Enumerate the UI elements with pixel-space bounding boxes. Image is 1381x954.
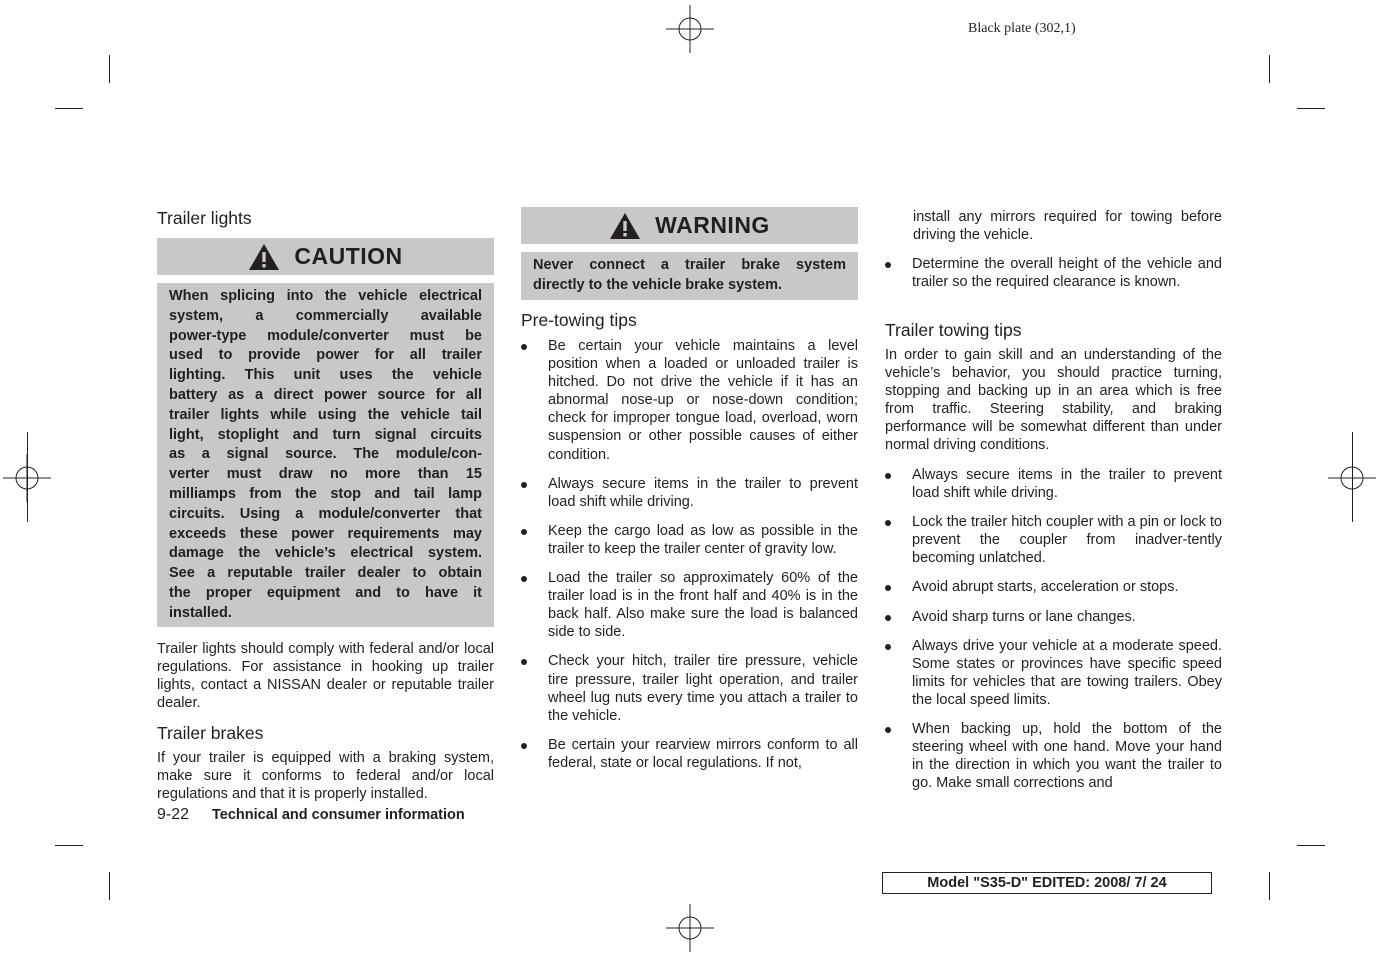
list-item-text: Be certain your rearview mirrors conform to all federal, state or local regulations. If not, bbox=[548, 736, 858, 771]
crop-mark bbox=[1352, 432, 1353, 522]
caution-title: CAUTION bbox=[294, 243, 403, 269]
warning-triangle-icon bbox=[609, 212, 641, 240]
caution-line: the proper equipment and to have it bbox=[169, 584, 482, 601]
registration-mark-bottom-icon bbox=[666, 904, 714, 952]
list-item bbox=[521, 522, 858, 558]
list-item-text: Always secure items in the trailer to prevent load shift while driving. bbox=[912, 467, 1222, 502]
list-item bbox=[521, 652, 858, 724]
caution-line: See a reputable trailer dealer to obtain bbox=[169, 565, 482, 582]
bullet-icon bbox=[521, 659, 527, 665]
towing-tips-list bbox=[885, 466, 1222, 803]
caution-body bbox=[157, 283, 494, 627]
crop-mark bbox=[55, 845, 83, 846]
heading-trailer-towing-tips: Trailer towing tips bbox=[885, 320, 1022, 340]
list-item bbox=[885, 720, 1222, 792]
heading-trailer-brakes: Trailer brakes bbox=[157, 723, 264, 743]
continued-text: install any mirrors required for towing before driving the vehicle. bbox=[913, 209, 1222, 244]
bullet-icon bbox=[885, 615, 891, 621]
crop-mark bbox=[109, 55, 110, 83]
list-item-text: Determine the overall height of the vehicle and trailer so the required clearance is known. bbox=[912, 256, 1222, 291]
caution-line: When splicing into the vehicle electrical bbox=[169, 288, 482, 304]
warning-body bbox=[521, 252, 858, 300]
bullet-icon bbox=[885, 644, 891, 650]
caution-line: battery as a direct power source for all bbox=[169, 386, 482, 403]
caution-line: circuits. Using a module/converter that bbox=[169, 505, 482, 522]
caution-line: system, a commercially available bbox=[169, 307, 482, 324]
list-item bbox=[885, 255, 1222, 291]
trailer-brakes-paragraph: If your trailer is equipped with a braking system, make sure it conforms to federal and/or local regulations and that it is properly installed. bbox=[157, 750, 494, 803]
warning-title: WARNING bbox=[655, 212, 770, 238]
caution-line: installed. bbox=[169, 604, 232, 621]
list-item bbox=[885, 608, 1222, 626]
caution-line: as a signal source. The module/con- bbox=[169, 446, 482, 463]
bullet-icon bbox=[885, 473, 891, 479]
crop-mark bbox=[55, 108, 83, 109]
heading-trailer-lights: Trailer lights bbox=[157, 208, 252, 228]
registration-mark-top-icon bbox=[666, 5, 714, 53]
list-item-text: Avoid sharp turns or lane changes. bbox=[912, 608, 1136, 625]
crop-mark bbox=[1297, 845, 1325, 846]
crop-mark bbox=[27, 432, 28, 522]
model-edited-box: Model "S35-D" EDITED: 2008/ 7/ 24 bbox=[882, 872, 1212, 894]
trailer-lights-paragraph: Trailer lights should comply with federal and/or local regulations. For assistance in hooking up trailer lights, contact a NISSAN dealer or reputable trailer dealer. bbox=[157, 641, 494, 712]
caution-line: trailer lights while using the vehicle tail bbox=[169, 406, 482, 423]
list-item-text: Check your hitch, trailer tire pressure, vehicle tire pressure, trailer light operation, and trailer wheel lug nuts every time you attach a trailer to the vehicle. bbox=[548, 653, 858, 724]
caution-line: lighting. This unit uses the vehicle bbox=[169, 367, 482, 384]
right-list-top bbox=[885, 255, 1222, 291]
caution-line: milliamps from the stop and tail lamp bbox=[169, 485, 482, 502]
warning-line: Never connect a trailer brake system bbox=[533, 257, 846, 273]
list-item bbox=[885, 637, 1222, 709]
list-item-text: Avoid abrupt starts, acceleration or stops. bbox=[912, 579, 1179, 596]
bullet-icon bbox=[521, 482, 527, 488]
page-number: 9-22 bbox=[157, 806, 190, 823]
warning-line: directly to the vehicle brake system. bbox=[533, 276, 783, 293]
list-item-text: Always drive your vehicle at a moderate speed. Some states or provinces have specific speed limits for vehicles that are towing trailers. Obey the local speed limits. bbox=[912, 637, 1222, 708]
heading-pre-towing-tips: Pre-towing tips bbox=[521, 310, 637, 330]
list-item bbox=[521, 736, 858, 772]
crop-mark bbox=[1297, 108, 1325, 109]
caution-line: verter must draw no more than 15 bbox=[169, 466, 482, 483]
list-item-text: When backing up, hold the bottom of the steering wheel with one hand. Move your hand in the direction in which you want the trailer to go. Make small corrections and bbox=[912, 721, 1222, 792]
pre-towing-list bbox=[521, 337, 858, 783]
list-item bbox=[885, 578, 1222, 596]
list-item-text: Always secure items in the trailer to prevent load shift while driving. bbox=[548, 475, 858, 510]
list-item-text: Be certain your vehicle maintains a level position when a loaded or unloaded trailer is hitched. Do not drive the vehicle if it has an abnormal nose-up or nose-down condition; check for improper tongue load, overload, worn suspension or other possible causes of either condition. bbox=[548, 338, 858, 463]
crop-mark bbox=[1269, 55, 1270, 83]
caution-line: damage the vehicle’s electrical system. bbox=[169, 545, 482, 562]
bullet-icon bbox=[521, 576, 527, 582]
crop-mark bbox=[109, 872, 110, 900]
caution-line: exceeds these power requirements may bbox=[169, 525, 482, 542]
caution-header bbox=[157, 238, 494, 275]
caution-line: used to provide power for all trailer bbox=[169, 347, 482, 364]
bullet-icon bbox=[885, 585, 891, 591]
warning-header bbox=[521, 207, 858, 244]
bullet-icon bbox=[521, 529, 527, 535]
section-title: Technical and consumer information bbox=[212, 807, 465, 823]
list-item bbox=[521, 475, 858, 511]
bullet-icon bbox=[885, 262, 891, 268]
bullet-icon bbox=[885, 520, 891, 526]
caution-line: light, stoplight and turn signal circuits bbox=[169, 426, 482, 443]
list-item-text: Load the trailer so approximately 60% of the trailer load is in the front half and 40% is in the back half. Also make sure the load is balanced side to side. bbox=[548, 570, 858, 641]
crop-mark bbox=[1269, 872, 1270, 900]
caution-line: power-type module/converter must be bbox=[169, 327, 482, 344]
warning-triangle-icon bbox=[248, 243, 280, 271]
plate-label: Black plate (302,1) bbox=[968, 21, 1076, 36]
towing-tips-paragraph: In order to gain skill and an understanding of the vehicle’s behavior, you should practice turning, stopping and backing up in an area which is free from traffic. Steering stability, and braking performance will be somewhat different than under normal driving conditions. bbox=[885, 347, 1222, 454]
list-item bbox=[521, 569, 858, 641]
list-item bbox=[885, 513, 1222, 567]
bullet-icon bbox=[521, 743, 527, 749]
list-item-text: Lock the trailer hitch coupler with a pin or lock to prevent the coupler from inadver-tently becoming unlatched. bbox=[912, 514, 1222, 567]
list-item bbox=[885, 466, 1222, 502]
list-item bbox=[521, 337, 858, 464]
bullet-icon bbox=[885, 727, 891, 733]
list-item-text: Keep the cargo load as low as possible in the trailer to keep the trailer center of gravity low. bbox=[548, 522, 858, 557]
bullet-icon bbox=[521, 344, 527, 350]
